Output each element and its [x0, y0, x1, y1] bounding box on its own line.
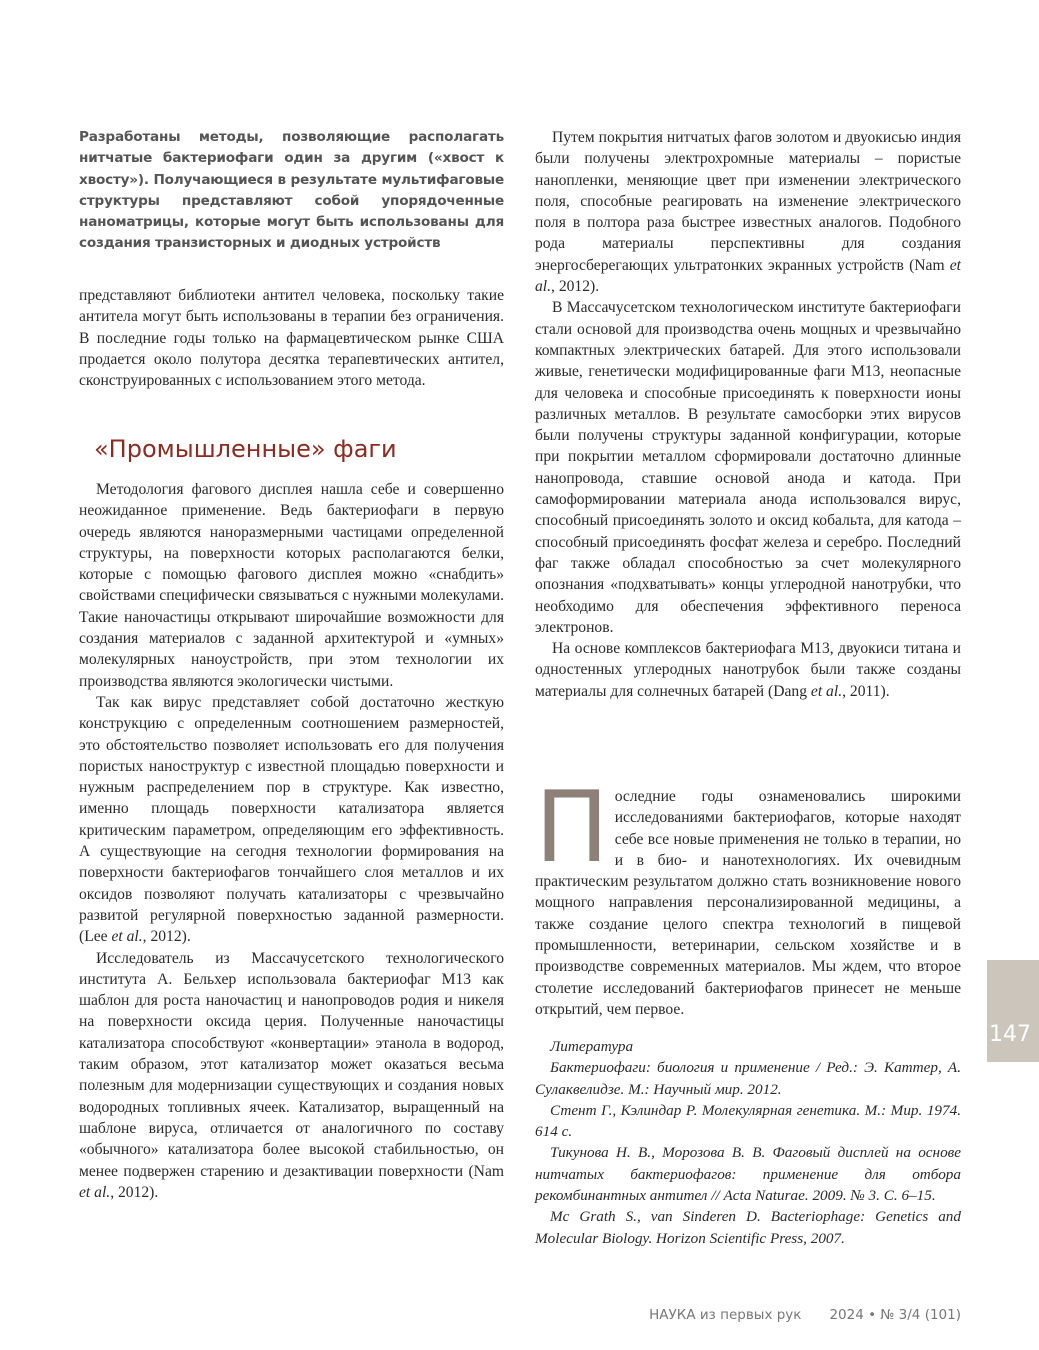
paragraph [535, 638, 961, 702]
issue-info: 2024 • № 3/4 (101) [829, 1307, 961, 1323]
paragraph [79, 692, 504, 948]
citation-etal: et al. [535, 256, 961, 296]
reference-item: Mc Grath S., van Sinderen D. Bacteriophage: Genetics and Molecular Biology. Horizon Scientific Press, 2007. [535, 1208, 961, 1247]
references [535, 1036, 961, 1249]
right-column [535, 127, 961, 702]
drop-cap: П [535, 771, 609, 885]
lead-callout: Разработаны методы, позволяющие располагать нитчатые бактериофаги один за другим («хвост к хвосту»). Получающиеся в результате мультифаговые структуры представляют собой упорядоченные наноматрицы, которые могут быть использованы для создания транзисторных и диодных устройств [79, 129, 504, 252]
paragraph [535, 127, 961, 297]
paragraph [79, 948, 504, 1204]
citation-year: , 2012). [142, 928, 191, 946]
citation-year: , 2011). [842, 682, 890, 700]
citation-year: , 2012). [551, 278, 600, 296]
citation-etal: et al. [810, 682, 843, 700]
paragraph-text: Исследователь из Массачусетского технологического института А. Бельхер использовала бактериофаг M13 как шаблон для роста наночастиц и нанопроводов родия и никеля на поверхности оксида церия. Полученные наночастицы катализатора способствуют «конвертации» этанола в водород, таким образом, этот катализатор может оказаться весьма полезным для модернизации существующих и создания новых водородных топливных ячеек. Катализатор, выращенный на шаблоне вируса, отличается от аналогичного по составу «обычного» катализатора более высокой стабильностью, он менее подвержен старению и дезактивации поверхности (Nam [79, 949, 504, 1180]
paragraph: Методология фагового дисплея нашла себе и совершенно неожиданное применение. Ведь бактериофаги в первую очередь являются наноразмерными частицами определенной структуры, на поверхности которых располагаются белки, которые с помощью фагового дисплея можно «снабдить» свойствами специфически связываться с нужными молекулами. Такие наночастицы открывают широчайшие возможности для создания материалов с заданной архитектурой и «умных» молекулярных наноустройств, при этом технологии их производства являются экологически чистыми. [79, 481, 504, 690]
section-heading: «Промышленные» фаги [94, 435, 397, 463]
paragraph-text: Так как вирус представляет собой достаточно жесткую конструкцию с определенным соотношением размерностей, это обстоятельство позволяет использовать его для получения пористых наноструктур с известной площадью поверхности и нужным распределением пор в структуре. Как известно, именно площадь поверхности катализатора является критическим параметром, определяющим его эффективность. А существующие на сегодня технологии формирования на поверхности бактериофагов тончайшего слоя металлов и их оксидов позволяют получать катализаторы с чрезвычайно развитой регулярной поверхностью заданной размерности. (Lee [79, 693, 504, 946]
paragraph: представляют библиотеки антител человека, поскольку такие антитела могут быть использованы в терапии без ограничения. В последние годы только на фармацевтическом рынке США продается около полутора десятка терапевтических антител, сконструированных с использованием этого метода. [79, 287, 504, 390]
reference-item: Тикунова Н. В., Морозова В. В. Фаговый дисплей на основе нитчатых бактериофагов: применение для отбора рекомбинантных антител // Acta Naturae. 2009. № 3. С. 6–15. [535, 1144, 961, 1205]
paragraph-text: На основе комплексов бактериофага M13, двуокиси титана и одностенных углеродных нанотрубок были также созданы материалы для солнечных батарей (Dang [535, 640, 961, 700]
reference-item: Бактериофаги: биология и применение / Ред.: Э. Каттер, А. Сулаквелидзе. М.: Научный мир. 2012. [535, 1059, 961, 1098]
footer [600, 1307, 961, 1323]
references-title: Литература [550, 1038, 634, 1055]
page-number: 147 [989, 1022, 1031, 1047]
paragraph: В Массачусетском технологическом институте бактериофаги стали основой для производства очень мощных и чрезвычайно компактных электрических батарей. Для этого использовали живые, генетически модифицированные фаги M13, неопасные для человека и способные присоединять к поверхности ионы различных металлов. В результате самосборки этих вирусов были получены структуры заданной конфигурации, которые при покрытии металлом сформировали достаточно длинные нанопровода, ставшие основой анода и катода. При самоформировании материала анода использовался вирус, способный присоединять золото и оксид кобальта, для катода – способный присоединять фосфат железа и серебро. Последний фаг также обладал способностью за счет молекулярного опознания «подхватывать» концы углеродной нанотрубки, что необходимо для обеспечения эффективного переноса электронов. [535, 299, 961, 636]
conclusion-block [535, 771, 961, 1020]
journal-name: НАУКА из первых рук [649, 1307, 802, 1323]
paragraph-text: Путем покрытия нитчатых фагов золотом и двуокисью индия были получены электрохромные материалы – пористые нанопленки, меняющие цвет при изменении электрического поля, способные реагировать на изменение электрического поля в полтора раза быстрее известных аналогов. Подобного рода материалы перспективны для создания энергосберегающих ультратонких экранных устройств (Nam [535, 129, 961, 274]
reference-item: Стент Г., Кэлиндар Р. Молекулярная генетика. М.: Мир. 1974. 614 с. [535, 1101, 961, 1141]
citation-etal: et al. [79, 1183, 111, 1201]
citation-year: , 2012). [110, 1183, 159, 1201]
conclusion-text: оследние годы ознаменовались широкими исследованиями бактериофагов, которые находят себе все новые применения не только в терапии, но и в био- и нанотехнологиях. Их очевидным практическим результатом должно стать возникновение нового мощного направления персонализированной медицины, а также создание целого спектра технологий в пищевой промышленности, ветеринарии, сельском хозяйстве и в производстве современных материалов. Мы ждем, что второе столетие исследований бактериофагов принесет не меньше открытий, чем первое. [535, 788, 961, 1018]
citation-etal: et al. [111, 928, 143, 946]
left-column [79, 285, 504, 391]
left-column-lower [79, 479, 504, 1203]
